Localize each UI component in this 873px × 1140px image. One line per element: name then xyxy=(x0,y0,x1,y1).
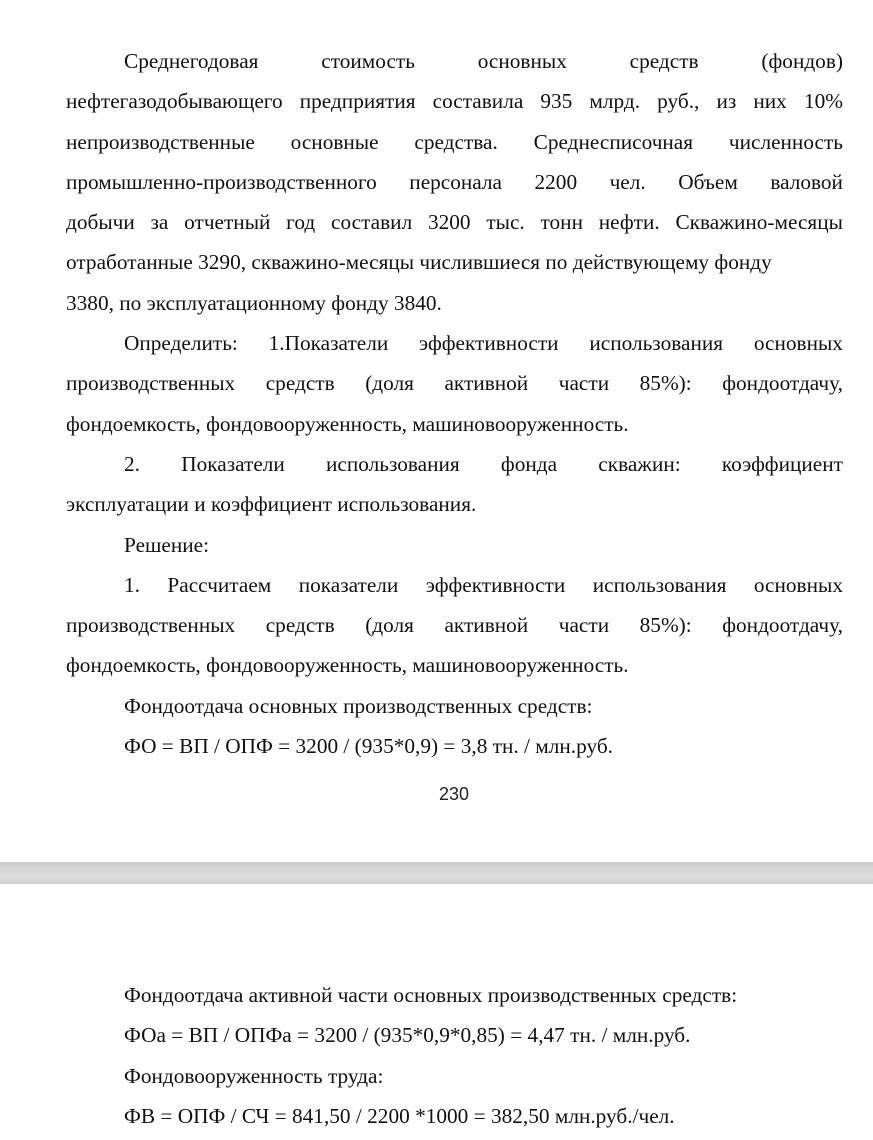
word: фонда xyxy=(500,451,558,476)
word: год xyxy=(286,210,316,235)
word: 2. xyxy=(124,451,140,476)
word: 2200 xyxy=(534,169,578,194)
word: эффективности xyxy=(425,572,566,597)
text-line: эксплуатации и коэффициент использования. xyxy=(66,492,477,517)
text-line xyxy=(66,605,843,645)
word: промышленно-производственного xyxy=(66,169,377,194)
word: 85%): xyxy=(639,371,692,396)
word: основные xyxy=(290,129,379,154)
word: непроизводственные xyxy=(66,129,255,154)
word: 3200 xyxy=(427,210,471,235)
page-body-text xyxy=(66,975,843,1136)
text-line: фондоемкость, фондовооруженность, машиновооруженность. xyxy=(66,653,629,678)
word: стоимость xyxy=(321,49,415,73)
word: составила xyxy=(432,89,524,114)
word: производственных xyxy=(66,613,236,638)
word: нефтегазодобывающего xyxy=(66,89,283,114)
word: них xyxy=(753,89,787,114)
word: Рассчитаем xyxy=(167,572,272,597)
text-line xyxy=(66,363,843,403)
text-line xyxy=(66,444,843,484)
word: тыс. xyxy=(486,210,525,235)
text-line: ФОа = ВП / ОПФа = 3200 / (935*0,9*0,85) = 4,47 тн. / млн.руб. xyxy=(124,1023,691,1048)
word: фондоотдачу, xyxy=(722,371,843,396)
word: средства. xyxy=(414,129,498,154)
word: составил xyxy=(331,210,413,235)
word: тонн xyxy=(540,210,583,235)
word: использования xyxy=(592,572,727,597)
word: Определить: xyxy=(124,331,238,356)
word: Показатели xyxy=(181,451,285,476)
page-separator xyxy=(0,862,873,884)
word: скважин: xyxy=(598,451,681,476)
word: использования xyxy=(326,451,460,476)
page-number: 230 xyxy=(438,784,470,804)
text-line xyxy=(66,122,843,162)
word: нефти. xyxy=(598,210,660,235)
word: (доля xyxy=(365,371,414,396)
text-line: ФО = ВП / ОПФ = 3200 / (935*0,9) = 3,8 тн. / млн.руб. xyxy=(124,734,613,759)
word: (фондов) xyxy=(761,49,843,73)
word: активной xyxy=(444,613,529,638)
word: Объем xyxy=(678,169,738,194)
word: Среднегодовая xyxy=(124,49,259,73)
word: части xyxy=(558,371,610,396)
word: фондоотдачу, xyxy=(722,613,843,638)
word: предприятия xyxy=(299,89,416,114)
word: 1.Показатели xyxy=(268,331,389,356)
page-body-text xyxy=(66,41,843,766)
word: части xyxy=(558,613,610,638)
word: основных xyxy=(753,572,843,597)
word: средств xyxy=(265,613,335,638)
word: основных xyxy=(753,331,843,356)
word: средств xyxy=(629,49,699,73)
word: основных xyxy=(477,49,567,73)
document-page-next xyxy=(0,884,873,1140)
text-line xyxy=(66,41,843,81)
word: персонала xyxy=(409,169,503,194)
word: 10% xyxy=(803,89,843,114)
text-line: ФВ = ОПФ / СЧ = 841,50 / 2200 *1000 = 382,50 млн.руб./чел. xyxy=(124,1103,675,1128)
text-line: Решение: xyxy=(124,532,210,557)
word: отчетный xyxy=(184,210,271,235)
text-line xyxy=(66,162,843,202)
word: валовой xyxy=(770,169,843,194)
word: эффективности xyxy=(419,331,559,356)
word: численность xyxy=(728,129,843,154)
word: коэффициент xyxy=(721,451,843,476)
word: добычи xyxy=(66,210,135,235)
text-line xyxy=(66,565,843,605)
word: (доля xyxy=(365,613,414,638)
word: Среднесписочная xyxy=(533,129,694,154)
word: за xyxy=(150,210,169,235)
word: руб., xyxy=(657,89,700,114)
word: 85%): xyxy=(639,613,692,638)
word: Скважино-месяцы xyxy=(675,210,843,235)
word: показатели xyxy=(298,572,399,597)
text-line: 3380, по эксплуатационному фонду 3840. xyxy=(66,290,442,315)
word: средств xyxy=(265,371,335,396)
text-line: Фондоотдача основных производственных средств: xyxy=(124,693,593,718)
word: млрд. xyxy=(589,89,641,114)
word: активной xyxy=(444,371,529,396)
word: чел. xyxy=(609,169,646,194)
text-line xyxy=(66,202,843,242)
text-line: отработанные 3290, скважино-месяцы числившиеся по действующему фонду xyxy=(66,250,772,275)
word: производственных xyxy=(66,371,236,396)
text-line xyxy=(66,323,843,363)
text-line xyxy=(66,81,843,121)
word: 1. xyxy=(124,572,140,597)
text-line: Фондоотдача активной части основных производственных средств: xyxy=(124,983,738,1007)
word: из xyxy=(716,89,737,114)
word: 935 xyxy=(540,89,573,114)
text-line: Фондовооруженность труда: xyxy=(124,1063,384,1088)
word: использования xyxy=(589,331,724,356)
text-line: фондоемкость, фондовооруженность, машиновооруженность. xyxy=(66,411,629,436)
